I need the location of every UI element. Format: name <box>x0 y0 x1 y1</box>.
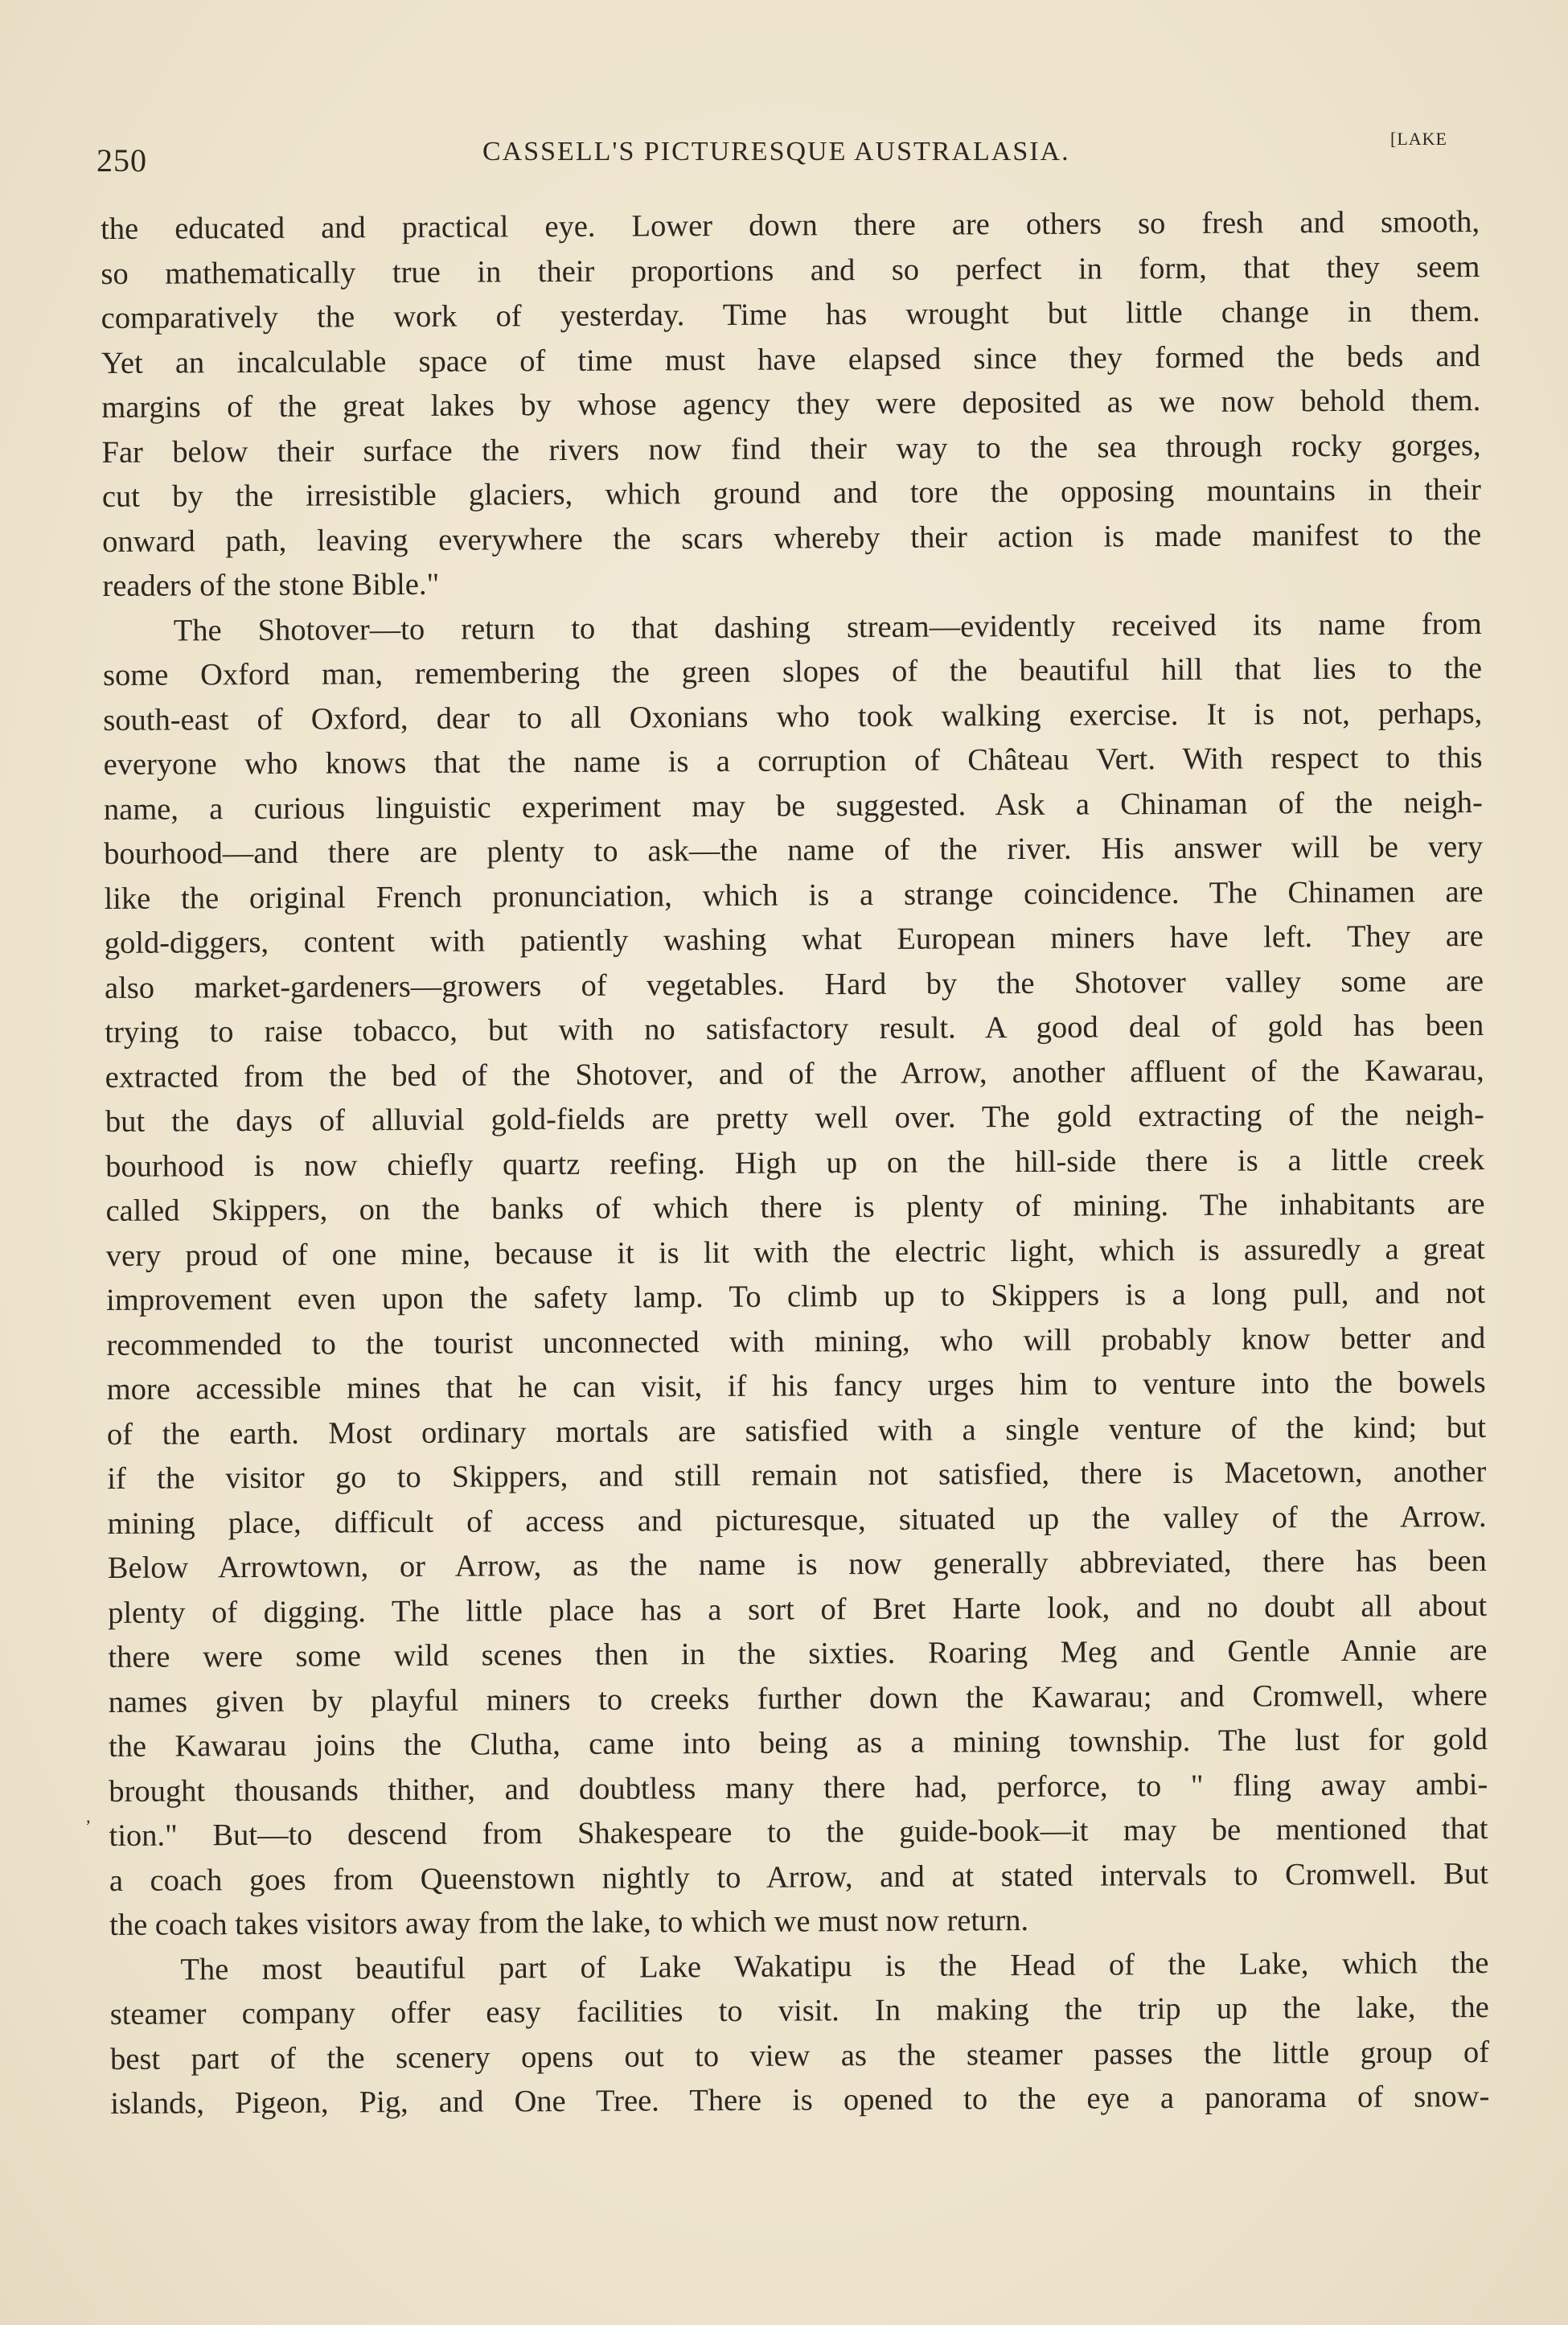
text-line: improvement even upon the safety lamp. To climb up to Skippers is a long pull, and not <box>106 1276 1486 1317</box>
text-line: The Shotover—to return to that dashing stream—evidently received its name from <box>173 606 1482 648</box>
text-line: bourhood is now chiefly quartz reefing. High up on the hill-side there is a little creek <box>105 1142 1485 1184</box>
text-line: the coach takes visitors away from the lake, to which we must now return. <box>109 1903 1029 1942</box>
text-line: called Skippers, on the banks of which there is plenty of mining. The inhabitants are <box>105 1187 1485 1228</box>
text-line: very proud of one mine, because it is lit with the electric light, which is assuredly a great <box>105 1231 1485 1273</box>
text-line: a coach goes from Queenstown nightly to Arrow, and at stated intervals to Cromwell. But <box>109 1856 1488 1898</box>
text-line: recommended to the tourist unconnected with mining, who will probably know better and <box>106 1321 1486 1362</box>
margin-mark: ‚ <box>85 1806 92 1826</box>
text-line: The most beautiful part of Lake Wakatipu is the Head of the Lake, which the <box>180 1945 1489 1987</box>
text-line: comparatively the work of yesterday. Time has wrought but little change in them. <box>101 294 1480 335</box>
text-line: gold-diggers, content with patiently washing what European miners have left. They are <box>104 919 1484 960</box>
text-line: some Oxford man, remembering the green slopes of the beautiful hill that lies to the <box>102 651 1483 692</box>
running-head <box>96 129 1447 185</box>
text-line: everyone who knows that the name is a corruption of Château Vert. With respect to this <box>103 741 1483 782</box>
text-line: name, a curious linguistic experiment may be suggested. Ask a Chinaman of the neigh- <box>103 785 1484 827</box>
running-title: CASSELL'S PICTURESQUE AUSTRALASIA. <box>482 137 1070 166</box>
text-line: south-east of Oxford, dear to all Oxonians who took walking exercise. It is not, perhaps, <box>103 696 1483 737</box>
page-number: 250 <box>96 142 147 179</box>
text-line: bourhood—and there are plenty to ask—the name of the river. His answer will be very <box>104 830 1484 871</box>
text-line: Far below their surface the rivers now find their way to the sea through rocky gorges, <box>101 428 1481 470</box>
text-line: trying to raise tobacco, but with no satisfactory result. A good deal of gold has been <box>105 1008 1484 1050</box>
text-line: like the original French pronunciation, which is a strange coincidence. The Chinamen are <box>104 874 1484 916</box>
text-line: there were some wild scenes then in the sixties. Roaring Meg and Gentle Annie are <box>108 1633 1488 1674</box>
section-mark: [LAKE <box>1390 129 1447 149</box>
text-line: brought thousands thither, and doubtless many there had, perforce, to " fling away ambi- <box>109 1767 1488 1809</box>
text-line: margins of the great lakes by whose agency they were deposited as we now behold them. <box>101 384 1481 425</box>
text-line: so mathematically true in their proportions and so perfect in form, that they seem <box>101 249 1480 291</box>
text-line: but the days of alluvial gold-fields are pretty well over. The gold extracting of the neigh- <box>105 1098 1485 1139</box>
text-line: of the earth. Most ordinary mortals are satisfied with a single venture of the kind; but <box>106 1410 1487 1452</box>
body-text <box>101 200 1489 2126</box>
text-line: cut by the irresistible glaciers, which ground and tore the opposing mountains in their <box>101 473 1481 514</box>
text-line: more accessible mines that he can visit, if his fancy urges him to venture into the bowels <box>106 1366 1486 1407</box>
text-line: onward path, leaving everywhere the scars whereby their action is made manifest to the <box>102 517 1482 559</box>
text-line: if the visitor go to Skippers, and still remain not satisfied, there is Macetown, another <box>107 1454 1487 1496</box>
text-line: the educated and practical eye. Lower down there are others so fresh and smooth, <box>101 205 1480 246</box>
text-line: also market-gardeners—growers of vegetables. Hard by the Shotover valley some are <box>104 963 1484 1005</box>
text-line: tion." But—to descend from Shakespeare to the guide-book—it may be mentioned that <box>109 1811 1488 1853</box>
text-line: islands, Pigeon, Pig, and One Tree. There is opened to the eye a panorama of snow- <box>110 2079 1490 2121</box>
text-line: mining place, difficult of access and picturesque, situated up the valley of the Arrow. <box>107 1499 1487 1541</box>
text-line: best part of the scenery opens out to view as the steamer passes the little group of <box>109 2035 1490 2076</box>
text-line: names given by playful miners to creeks further down the Kawarau; and Cromwell, where <box>108 1678 1488 1719</box>
text-line: readers of the stone Bible." <box>102 567 440 603</box>
text-line: plenty of digging. The little place has a sort of Bret Harte look, and no doubt all about <box>108 1588 1488 1630</box>
text-line: Yet an incalculable space of time must have elapsed since they formed the beds and <box>101 339 1481 380</box>
text-line: the Kawarau joins the Clutha, came into being as a mining township. The lust for gold <box>108 1722 1488 1764</box>
text-line: extracted from the bed of the Shotover, and of the Arrow, another affluent of the Kawarau, <box>105 1053 1484 1095</box>
text-line: Below Arrowtown, or Arrow, as the name is now generally abbreviated, there has been <box>107 1543 1487 1585</box>
text-line: steamer company offer easy facilities to visit. In making the trip up the lake, the <box>109 1990 1489 2031</box>
